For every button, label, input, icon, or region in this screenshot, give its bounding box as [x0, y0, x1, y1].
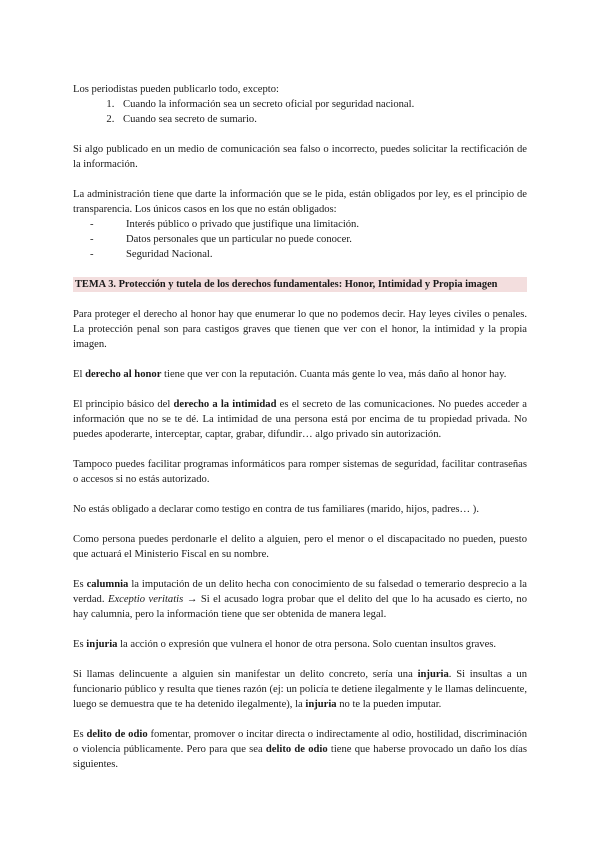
text-run: El	[73, 369, 86, 380]
term-calumnia: calumnia	[86, 579, 129, 590]
text-run: tiene que haberse provocado un daño los días siguientes.	[73, 744, 527, 770]
paragraph-programas: Tampoco puedes facilitar programas informáticos para romper sistemas de seguridad, facilitar contraseñas o accesos si no estás autorizado.	[73, 459, 527, 485]
dash-marker: -	[90, 234, 94, 245]
term-injuria: injuria	[86, 639, 118, 650]
list-item-text: Datos personales que un particular no puede conocer.	[126, 234, 352, 245]
paragraph-honor	[73, 367, 527, 382]
paragraph-delincuente	[73, 667, 527, 712]
list-item-text: Interés público o privado que justifique una limitación.	[126, 219, 360, 230]
arrow-icon: →	[183, 594, 201, 605]
paragraph-odio	[73, 727, 527, 772]
term-injuria: injuria	[417, 669, 449, 680]
text-run: Es	[73, 729, 87, 740]
exceptions-list	[73, 97, 527, 127]
paragraph-perdonar: Como persona puedes perdonarle el delito a alguien, pero el menor o el discapacitado no pueden, puesto que actuará el Ministerio Fiscal en su nombre.	[73, 534, 527, 560]
text-run: Es	[73, 579, 87, 590]
term-delito-odio: delito de odio	[86, 729, 148, 740]
term-delito-odio: delito de odio	[265, 744, 328, 755]
obligations-list	[73, 217, 527, 262]
intro-text: Los periodistas pueden publicarlo todo, excepto:	[73, 84, 279, 95]
text-run: Si llamas delincuente a alguien sin manifestar un delito concreto, sería una	[73, 669, 418, 680]
paragraph-injuria	[73, 637, 527, 652]
list-item: 2. Cuando sea secreto de sumario.	[117, 112, 527, 127]
paragraph-testigo: No estás obligado a declarar como testigo en contra de tus familiares (marido, hijos, padres… ).	[73, 504, 479, 515]
paragraph-rectificacion: Si algo publicado en un medio de comunicación sea falso o incorrecto, puedes solicitar la rectificación de la información.	[73, 144, 527, 170]
term-injuria: injuria	[305, 699, 337, 710]
dash-marker: -	[90, 219, 94, 230]
section-heading: TEMA 3. Protección y tutela de los derechos fundamentales: Honor, Intimidad y Propia imagen	[73, 277, 527, 292]
text-run: la acción o expresión que vulnera el honor de otra persona. Solo cuentan insultos graves.	[117, 639, 497, 650]
paragraph-intimidad	[73, 397, 527, 442]
paragraph-calumnia	[73, 577, 527, 622]
term-exceptio-veritatis: Exceptio veritatis	[107, 594, 184, 605]
text-run: Si el acusado logra probar que el delito del que lo ha acusado es cierto, no hay calumnia, pero la información tiene que ser obtenida de manera legal.	[73, 594, 527, 620]
text-run: tiene que ver con la reputación. Cuanta más gente lo vea, más daño al honor hay.	[161, 369, 507, 380]
list-item	[73, 232, 527, 247]
term-derecho-honor: derecho al honor	[85, 369, 162, 380]
list-item	[73, 247, 527, 262]
list-item	[73, 217, 527, 232]
text-run: la imputación de un delito hecha con conocimiento de su falsedad o temerario desprecio a la verdad.	[73, 579, 527, 605]
text-run: no te la pueden imputar.	[336, 699, 442, 710]
list-item-text: Seguridad Nacional.	[126, 249, 213, 260]
text-run: fomentar, promover o incitar directa o indirectamente al odio, hostilidad, discriminación o violencia públicamente. Pero para que sea	[73, 729, 528, 755]
dash-marker: -	[90, 249, 94, 260]
list-item: 1. Cuando la información sea un secreto oficial por seguridad nacional.	[117, 97, 527, 112]
paragraph-transparencia: La administración tiene que darte la información que se le pida, están obligados por ley, es el principio de transparencia. Los únicos casos en los que no están obligados:	[73, 189, 527, 215]
text-run: El principio básico del	[73, 399, 174, 410]
paragraph-proteger: Para proteger el derecho al honor hay que enumerar lo que no podemos decir. Hay leyes civiles o penales. La protección penal son para castigos graves que tienen que ver con el honor, la intimidad y la propia imagen.	[73, 309, 527, 350]
text-run: es el secreto de las comunicaciones. No puedes acceder a información que no se te dé. La intimidad de una persona está por encima de tu propiedad privada. No puedes apoderarte, interceptar, captar, grabar, difundir… algo privado sin autorización.	[73, 399, 527, 440]
term-derecho-intimidad: derecho a la intimidad	[173, 399, 277, 410]
text-run: . Si insultas a un funcionario público y resulta que tienes razón (ej: un policía te detiene ilegalmente y le llamas delincuente, luego se demuestra que te ha detenido ilegalmente), la	[73, 669, 527, 710]
text-run: Es	[73, 639, 87, 650]
